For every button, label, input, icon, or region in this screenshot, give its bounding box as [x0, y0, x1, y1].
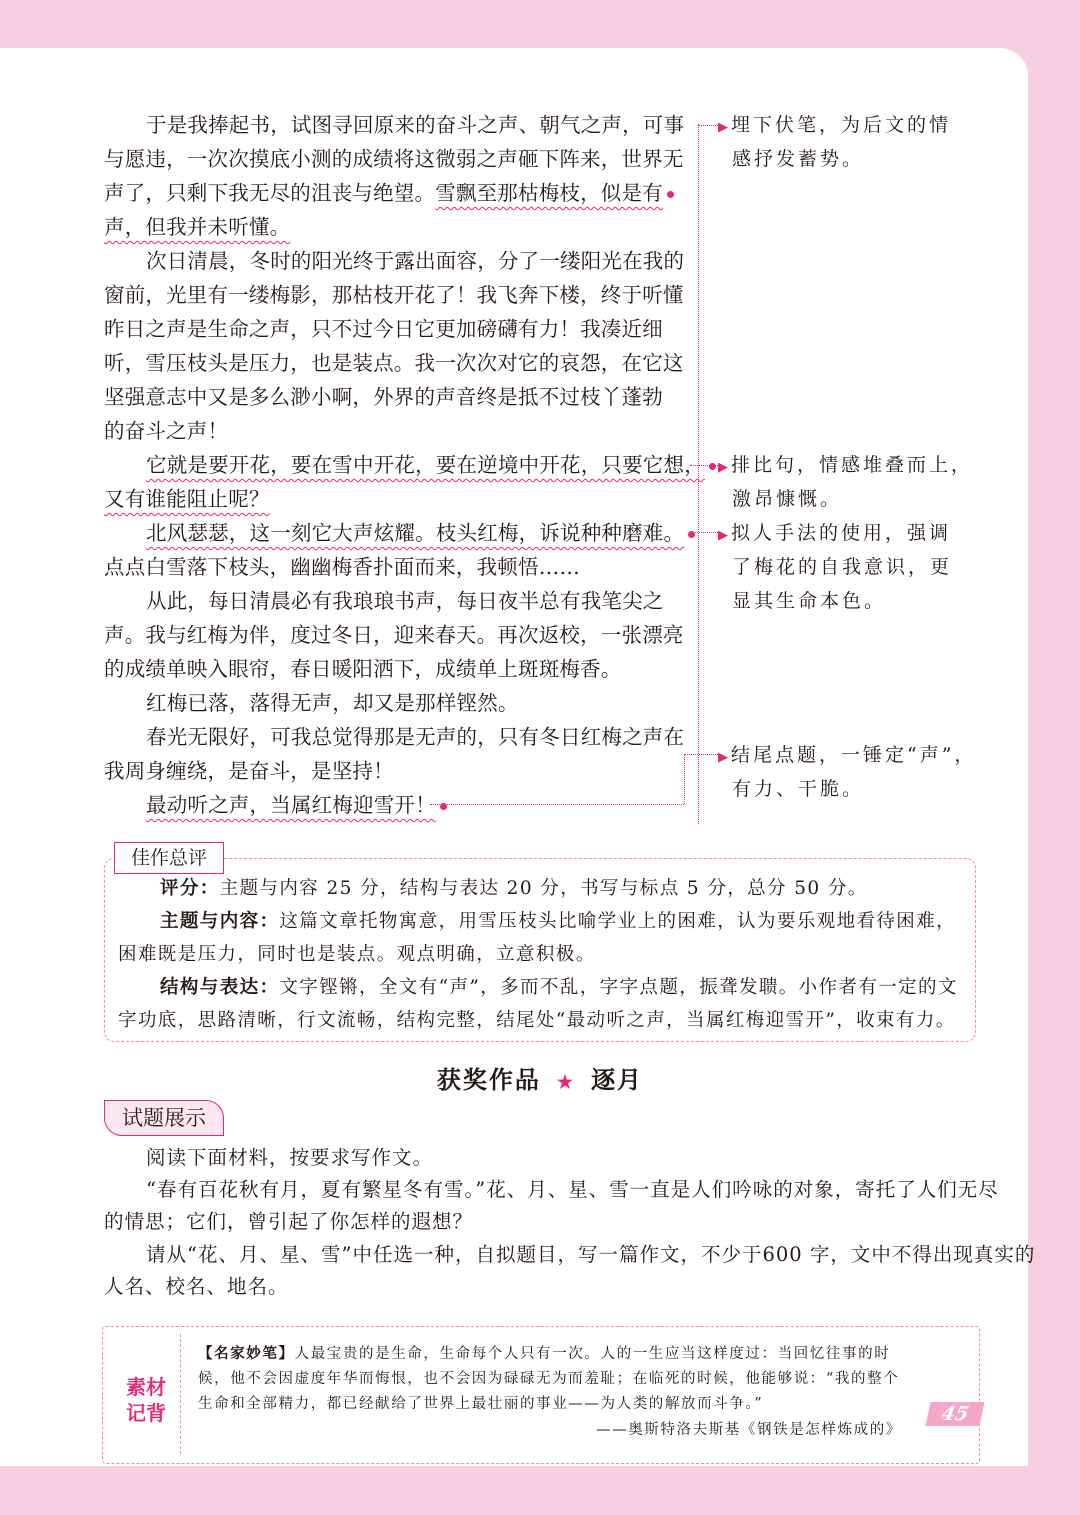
- highlighted-sentence: 它就是要开花，要在雪中开花，要在逆境中开花，只要它想，: [146, 453, 705, 477]
- margin-note: 了梅花的自我意识，更: [732, 556, 953, 578]
- essay-line: [104, 210, 290, 244]
- highlighted-sentence: 雪飘至那枯梅枝，似是有: [435, 181, 663, 205]
- award-heading: [0, 1060, 1080, 1095]
- annotation-connector: [690, 532, 720, 533]
- question-line: 请从“花、月、星、雪”中任选一种，自拟题目，写一篇作文，不少于600 字，文中不得出现真实的: [146, 1243, 1036, 1266]
- score-label: 评分：: [160, 878, 220, 899]
- review-line: 困难既是压力，同时也是装点。观点明确，立意积极。: [118, 944, 596, 965]
- question-section-tag: 试题展示: [104, 1100, 224, 1136]
- highlighted-sentence: 声，但我并未听懂。: [104, 215, 291, 239]
- essay-line: 坚强意志中又是多么渺小啊，外界的声音终是抵不过枝丫蓬勃: [104, 385, 663, 409]
- annotation-connector: [684, 754, 720, 755]
- margin-note: 有力、干脆。: [732, 778, 865, 800]
- essay-line: 次日清晨，冬时的阳光终于露出面容，分了一缕阳光在我的: [146, 249, 685, 273]
- review-line: [160, 872, 868, 905]
- annotation-connector: [698, 125, 720, 126]
- essay-line: 春光无限好，可我总觉得那是无声的，只有冬日红梅之声在: [146, 725, 685, 749]
- material-line: [198, 1342, 890, 1367]
- material-line: 候，他不会因虚度年华而悔恨，也不会因为碌碌无为而羞耻；在临死的时候，他能够说：“我的整个: [198, 1371, 900, 1387]
- essay-line: [104, 482, 270, 516]
- annotation-dot-icon: [667, 191, 674, 198]
- question-line: “春有百花秋有月，夏有繁星冬有雪。”花、月、星、雪一直是人们吟咏的对象，寄托了人们无尽: [146, 1178, 999, 1201]
- essay-line: [146, 788, 447, 822]
- essay-line: 从此，每日清晨必有我琅琅书声，每日夜半总有我笔尖之: [146, 589, 664, 613]
- arrow-right-icon: ▶: [718, 120, 728, 135]
- annotation-connector: [430, 804, 684, 805]
- essay-line: 红梅已落，落得无声，却又是那样铿然。: [146, 691, 519, 715]
- material-source: ——奥斯特洛夫斯基《钢铁是怎样炼成的》: [596, 1422, 902, 1438]
- review-line: 字功底，思路清晰，行文流畅，结构完整，结尾处“最动听之声，当属红梅迎雪开”，收束有力。: [118, 1010, 956, 1031]
- highlighted-sentence: 最动听之声，当属红梅迎雪开！: [146, 793, 436, 817]
- award-label: 获奖作品: [436, 1065, 541, 1094]
- margin-note-text: 排比句，情感堆叠而上，: [731, 454, 974, 476]
- review-tab-label: 佳作总评: [114, 842, 224, 874]
- page-number: 45: [925, 1402, 984, 1426]
- award-title: 逐月: [591, 1065, 644, 1094]
- structure-label: 结构与表达：: [160, 977, 280, 998]
- review-line: [160, 971, 958, 1004]
- annotation-connector: [698, 124, 699, 824]
- material-side-text: 记背: [126, 1401, 166, 1425]
- annotation-connector: [684, 754, 685, 804]
- essay-line: 我周身缠绕，是奋斗，是坚持！: [104, 759, 394, 783]
- margin-note: 显其生命本色。: [732, 590, 887, 612]
- margin-note-text: 拟人手法的使用，强调: [731, 522, 952, 544]
- margin-note: [718, 108, 951, 145]
- theme-text: 这篇文章托物寓意，用雪压枝头比喻学业上的困难，认为要乐观地看待困难，: [279, 911, 957, 932]
- essay-line: 的奋斗之声！: [104, 419, 229, 443]
- annotation-connector: [690, 465, 720, 466]
- essay-line: 声。我与红梅为伴，度过冬日，迎来春天。再次返校，一张漂亮: [104, 623, 684, 647]
- highlighted-sentence: 北风瑟瑟，这一刻它大声炫耀。枝头红梅，诉说种种磨难。: [146, 521, 685, 545]
- essay-line: [146, 516, 695, 550]
- arrow-right-icon: ▶: [718, 528, 728, 543]
- material-divider: [180, 1334, 181, 1454]
- essay-text: 声了，只剩下我无尽的沮丧与绝望。: [104, 181, 436, 205]
- material-side-label: [118, 1374, 174, 1426]
- arrow-right-icon: ▶: [718, 750, 728, 765]
- essay-line: 昨日之声是生命之声，只不过今日它更加磅礴有力！我凑近细: [104, 317, 663, 341]
- material-side-text: 素材: [126, 1375, 166, 1399]
- structure-text: 文字铿锵，全文有“声”，多而不乱，字字点题，振聋发聩。小作者有一定的文: [279, 977, 958, 998]
- margin-note: 感抒发蓄势。: [732, 148, 865, 170]
- question-line: 阅读下面材料，按要求写作文。: [146, 1146, 434, 1169]
- review-line: [160, 905, 956, 938]
- material-line: 生命和全部精力，都已经献给了世界上最壮丽的事业——为人类的解放而斗争。”: [198, 1396, 764, 1412]
- material-text: 人最宝贵的是生命，生命每个人只有一次。人的一生应当这样度过：当回忆往事的时: [294, 1346, 891, 1362]
- question-line: 人名、校名、地名。: [104, 1275, 289, 1298]
- essay-line: 与愿违，一次次摸底小测的成绩将这微弱之声砸下阵来，世界无: [104, 147, 684, 171]
- material-label: 【名家妙笔】: [198, 1346, 295, 1362]
- essay-line: 于是我捧起书，试图寻回原来的奋斗之声、朝气之声，可事: [146, 113, 685, 137]
- margin-note-text: 埋下伏笔，为后文的情: [731, 114, 952, 136]
- essay-line: 点点白雪落下枝头，幽幽梅香扑面而来，我顿悟……: [104, 555, 581, 579]
- margin-note: [718, 738, 976, 775]
- margin-note: [718, 516, 951, 553]
- question-line: 的情思；它们，曾引起了你怎样的遐想？: [104, 1210, 474, 1233]
- essay-line: 的成绩单映入眼帘，春日暖阳洒下，成绩单上斑斑梅香。: [104, 657, 622, 681]
- essay-line: [104, 176, 674, 210]
- margin-note-text: 结尾点题，一锤定“声”，: [731, 744, 977, 766]
- essay-line: [146, 448, 716, 482]
- arrow-right-icon: ▶: [718, 460, 728, 475]
- score-text: 主题与内容 25 分，结构与表达 20 分，书写与标点 5 分，总分 50 分。: [219, 878, 868, 899]
- margin-note: 激昂慷慨。: [732, 488, 843, 510]
- essay-line: 听，雪压枝头是压力，也是装点。我一次次对它的哀怨，在它这: [104, 351, 684, 375]
- essay-line: 窗前，光里有一缕梅影，那枯枝开花了！我飞奔下楼，终于听懂: [104, 283, 684, 307]
- star-icon: ★: [556, 1072, 576, 1093]
- margin-note: [718, 448, 973, 485]
- theme-label: 主题与内容：: [160, 911, 280, 932]
- highlighted-sentence: 又有谁能阻止呢？: [104, 487, 270, 511]
